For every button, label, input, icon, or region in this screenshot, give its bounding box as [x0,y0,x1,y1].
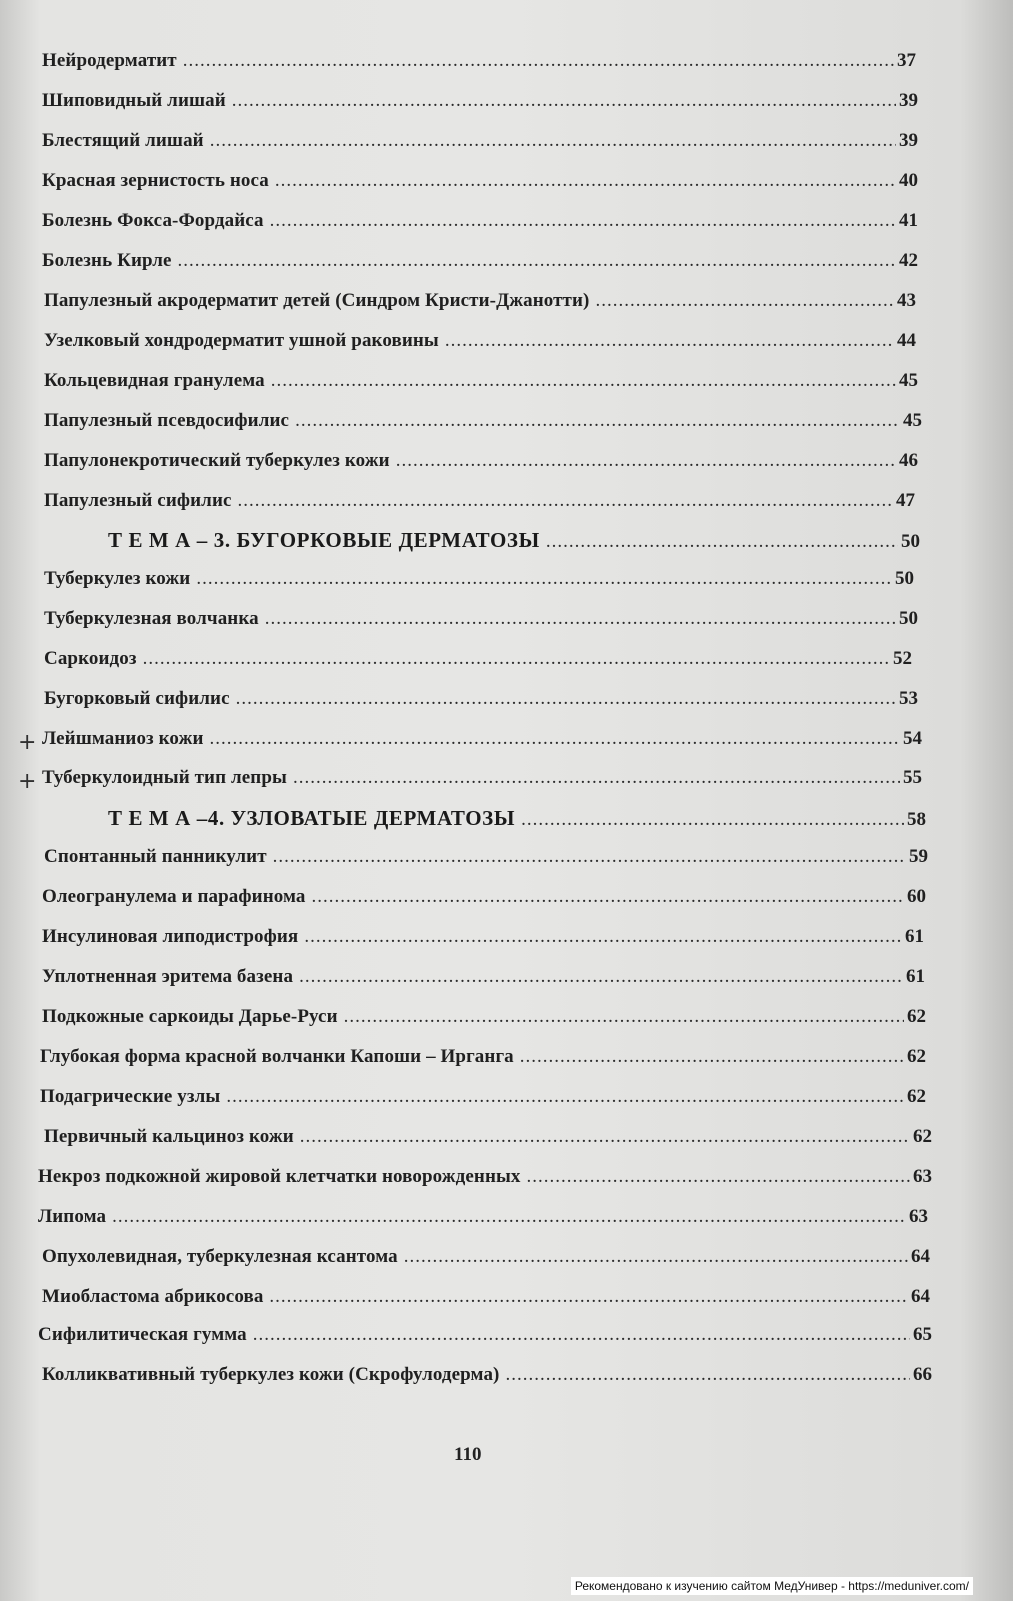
toc-entry-page: 45 [903,410,922,431]
toc-entry [44,648,912,678]
toc-entry-title: Красная зернистость носа [42,170,269,191]
handwritten-cross-mark: + [18,730,37,755]
toc-entry-title: Опухолевидная, туберкулезная ксантома [42,1246,398,1267]
toc-entry-page: 65 [913,1324,932,1345]
dot-leader [112,1206,906,1228]
toc-entry [42,90,918,120]
toc-entry-page: 60 [907,886,926,907]
toc-entry-title: Блестящий лишай [42,130,204,151]
toc-entry-title: Подагрические узлы [40,1086,221,1107]
toc-entry-title: Сифилитическая гумма [38,1324,247,1345]
toc-entry [42,1246,930,1276]
toc-entry-title: Туберкулез кожи [44,568,191,589]
dot-leader [300,1126,910,1148]
toc-entry-title: Подкожные саркоиды Дарье-Руси [42,1006,338,1027]
toc-entry-title: Кольцевидная гранулема [44,370,265,391]
toc-entry [42,170,918,200]
toc-entry-title: Т Е М А –4. УЗЛОВАТЫЕ ДЕРМАТОЗЫ [108,806,516,830]
toc-entry-title: Нейродерматит [42,50,177,71]
toc-entry [40,1046,926,1076]
toc-entry-page: 59 [909,846,928,867]
toc-entry-title: Туберкулоидный тип лепры [42,767,287,788]
dot-leader [232,90,896,112]
toc-entry [42,886,926,916]
toc-entry-page: 63 [909,1206,928,1227]
toc-entry [38,1324,932,1354]
dot-leader [226,1086,904,1108]
dot-leader [404,1246,908,1268]
toc-entry-title: Болезнь Кирле [42,250,172,271]
toc-entry-page: 39 [899,130,918,151]
toc-entry-title: Некроз подкожной жировой клетчатки новорожденных [38,1166,521,1187]
dot-leader [293,767,900,789]
dot-leader [270,210,896,232]
toc-entry-title: Туберкулезная волчанка [44,608,259,629]
toc-entry-title: Папулонекротический туберкулез кожи [44,450,390,471]
toc-entry-title: Узелковый хондродерматит ушной раковины [44,330,439,351]
toc-entry-page: 50 [899,608,918,629]
toc-entry-title: Спонтанный панникулит [44,846,267,867]
dot-leader [253,1324,910,1346]
toc-entry [42,130,918,160]
toc-entry-page: 62 [913,1126,932,1147]
toc-entry [44,846,928,876]
toc-entry-page: 37 [897,50,916,71]
toc-entry-page: 64 [911,1286,930,1307]
dot-leader [275,170,896,192]
page-number: 110 [454,1444,482,1465]
toc-entry [44,490,915,520]
toc-entry-title: Болезнь Фокса-Фордайса [42,210,264,231]
toc-entry [38,1206,928,1236]
toc-entry-page: 44 [897,330,916,351]
toc-entry [42,966,925,996]
toc-entry [42,926,924,956]
toc-entry [38,1166,932,1196]
toc-entry [42,50,916,80]
toc-entry [42,210,918,240]
toc-entry-page: 46 [899,450,918,471]
dot-leader [304,926,902,948]
toc-entry [42,1286,930,1316]
toc-entry-title: Папулезный псевдосифилис [44,410,290,431]
toc-entry-title: Инсулиновая липодистрофия [42,926,299,947]
handwritten-cross-mark: + [18,769,37,794]
toc-entry [44,1126,932,1156]
dot-leader [546,531,898,553]
toc-entry-title: Миобластома абрикосова [42,1286,264,1307]
dot-leader [527,1166,910,1188]
dot-leader [143,648,890,670]
toc-entry-page: 58 [907,809,926,830]
toc-entry-page: 52 [893,648,912,669]
dot-leader [295,410,900,432]
dot-leader [505,1364,910,1386]
toc-entry-page: 42 [899,250,918,271]
toc-entry [44,450,918,480]
toc-entry-page: 45 [899,370,918,391]
toc-entry-page: 39 [899,90,918,111]
dot-leader [273,846,906,868]
dot-leader [265,608,896,630]
toc-entry-title: Т Е М А – 3. БУГОРКОВЫЕ ДЕРМАТОЗЫ [108,528,540,552]
toc-entry-page: 62 [907,1086,926,1107]
toc-entry-title: Олеогранулема и парафинома [42,886,306,907]
toc-entry [44,688,918,718]
dot-leader [196,568,892,590]
toc-entry-page: 66 [913,1364,932,1385]
toc-entry-page: 55 [903,767,922,788]
toc-entry-page: 63 [913,1166,932,1187]
dot-leader [210,130,896,152]
toc-entry-page: 61 [906,966,925,987]
dot-leader [344,1006,904,1028]
dot-leader [269,1286,908,1308]
toc-entry [44,330,916,360]
toc-entry-title: Уплотненная эритема базена [42,966,294,987]
dot-leader [238,490,893,512]
dot-leader [521,809,904,831]
toc-entry [42,767,922,797]
dot-leader [520,1046,904,1068]
dot-leader [396,450,896,472]
toc-entry-page: 62 [907,1006,926,1027]
toc-entry-page: 50 [901,531,920,552]
toc-entry [44,370,918,400]
toc-entry-page: 64 [911,1246,930,1267]
toc-entry-page: 41 [899,210,918,231]
toc-entry-page: 61 [905,926,924,947]
dot-leader [210,728,901,750]
dot-leader [445,330,894,352]
toc-entry-page: 53 [899,688,918,709]
toc-entry [44,290,916,320]
toc-entry-page: 62 [907,1046,926,1067]
dot-leader [183,50,894,72]
toc-entry-page: 40 [899,170,918,191]
toc-entry-title: Глубокая форма красной волчанки Капоши – Ирганга [40,1046,514,1067]
watermark-link[interactable]: Рекомендовано к изучению сайтом МедУнивер - https://meduniver.com/ [571,1577,973,1595]
toc-heading [108,528,920,558]
dot-leader [312,886,905,908]
toc-entry-title: Папулезный сифилис [44,490,232,511]
toc-entry [42,1364,932,1394]
toc-entry [44,568,914,598]
toc-heading [108,806,926,836]
toc-entry [42,1006,926,1036]
toc-entry [44,608,918,638]
toc-entry-title: Шиповидный лишай [42,90,226,111]
toc-entry-title: Колликвативный туберкулез кожи (Скрофулодерма) [42,1364,500,1385]
dot-leader [299,966,903,988]
toc-entry-title: Липома [38,1206,107,1227]
toc-entry [42,250,918,280]
toc-entry-page: 54 [903,728,922,749]
dot-leader [236,688,896,710]
toc-entry-page: 47 [896,490,915,511]
toc-entry [44,410,922,440]
toc-entry-page: 43 [897,290,916,311]
toc-entry-title: Лейшманиоз кожи [42,728,204,749]
toc-entry-title: Первичный кальциноз кожи [44,1126,294,1147]
toc-entry [40,1086,926,1116]
toc-entry-title: Саркоидоз [44,648,137,669]
toc-entry [42,728,922,758]
dot-leader [271,370,896,392]
toc-entry-title: Бугорковый сифилис [44,688,230,709]
dot-leader [595,290,894,312]
toc-entry-title: Папулезный акродерматит детей (Синдром Кристи-Джанотти) [44,290,590,311]
dot-leader [178,250,897,272]
toc-entry-page: 50 [895,568,914,589]
